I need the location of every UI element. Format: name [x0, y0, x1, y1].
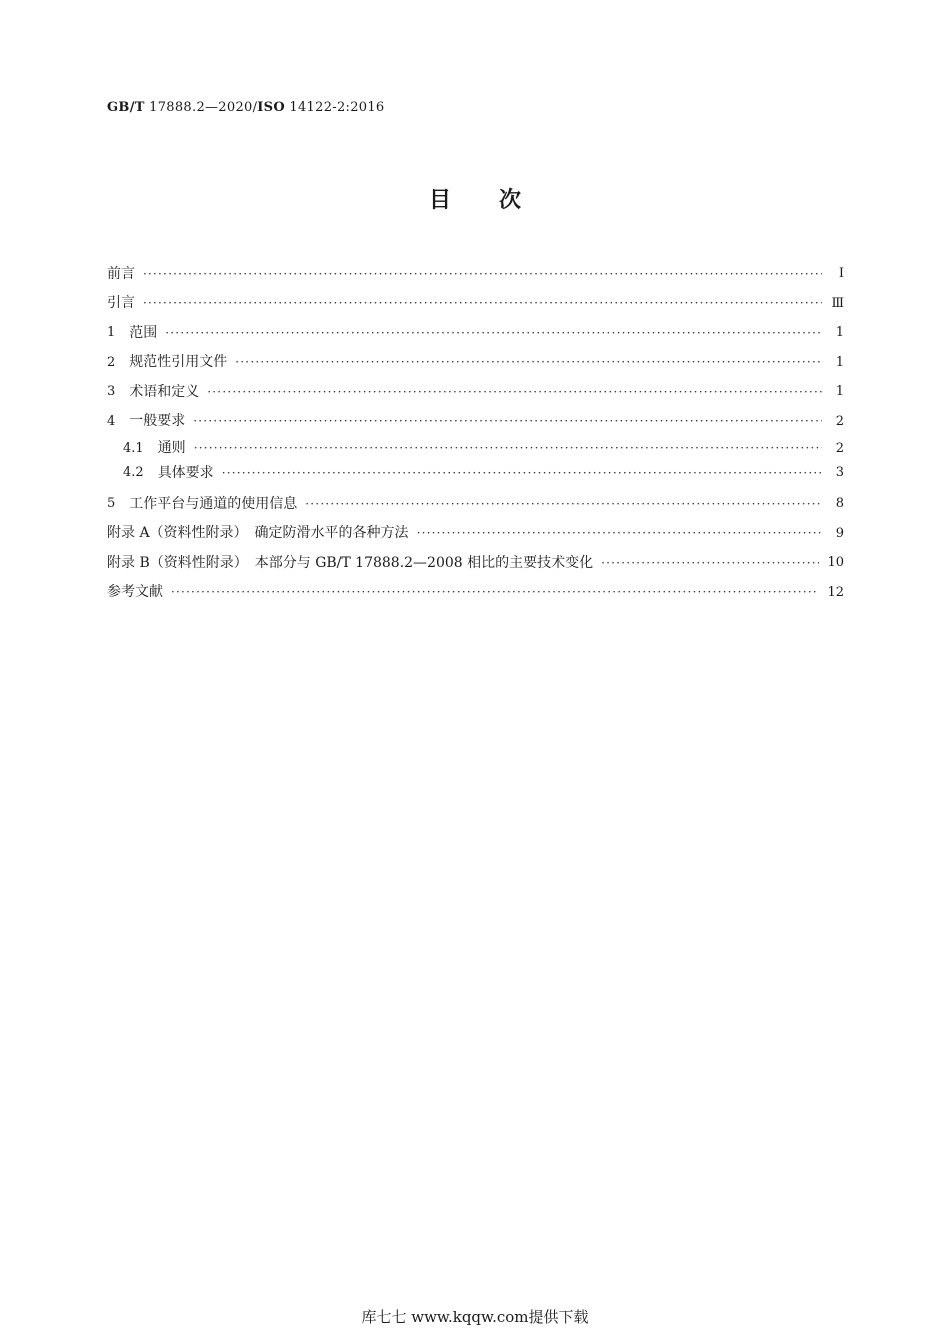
toc-entry-label: 规范性引用文件 [129, 354, 228, 371]
toc-entry-label: 范围 [129, 324, 158, 341]
toc-entry-number: 5 [107, 496, 116, 512]
toc-entry-information-for-use[interactable] [107, 489, 844, 519]
standard-code-part-1: GB/T [107, 100, 145, 115]
toc-entry-label: 工作平台与通道的使用信息 [129, 495, 298, 512]
standard-code-header [107, 100, 385, 115]
toc-entry-page: 3 [835, 465, 844, 481]
toc-entry-page: 2 [835, 413, 844, 429]
toc-entry-annex-a[interactable] [107, 519, 844, 549]
toc-entry-number: 1 [107, 325, 116, 341]
toc-entry-label: 引言 [107, 295, 135, 312]
toc-dot-leader [143, 297, 822, 309]
toc-entry-page: Ⅲ [831, 295, 844, 311]
toc-dot-leader [601, 557, 819, 569]
toc-entry-annex-b[interactable] [107, 548, 844, 578]
toc-entry-scope[interactable] [107, 318, 844, 348]
toc-entry-general[interactable] [107, 436, 844, 461]
standard-code-part-3: ISO [257, 100, 285, 115]
toc-dot-leader [171, 586, 819, 598]
toc-entry-number: 4.1 [123, 440, 144, 456]
toc-entry-label: 附录 B（资料性附录） 本部分与 GB/T 17888.2—2008 相比的主要技术变化 [107, 554, 594, 571]
toc-entry-label: 术语和定义 [129, 383, 200, 400]
toc-dot-leader [143, 268, 822, 280]
standard-code-part-4: 14122-2:2016 [284, 100, 385, 115]
toc-dot-leader [305, 498, 822, 510]
toc-entry-label: 通则 [157, 440, 186, 457]
toc-dot-leader [194, 442, 822, 454]
toc-entry-page: Ⅰ [838, 266, 844, 282]
toc-entry-page: 1 [835, 384, 844, 400]
download-source-footer: 库七七 www.kqqw.com提供下载 [361, 1308, 589, 1326]
toc-entry-label: 附录 A（资料性附录） 确定防滑水平的各种方法 [107, 525, 409, 542]
toc-entry-terms-definitions[interactable] [107, 377, 844, 407]
toc-dot-leader [165, 327, 822, 339]
toc-entry-label: 一般要求 [129, 413, 186, 430]
toc-entry-number: 3 [107, 384, 116, 400]
toc-dot-leader [417, 527, 822, 539]
table-of-contents [107, 259, 844, 607]
toc-dot-leader [193, 415, 822, 427]
toc-entry-page: 2 [835, 440, 844, 456]
toc-dot-leader [222, 467, 822, 479]
toc-entry-page: 1 [835, 354, 844, 370]
toc-entry-normative-references[interactable] [107, 348, 844, 378]
toc-entry-introduction[interactable] [107, 289, 844, 319]
toc-entry-bibliography[interactable] [107, 578, 844, 608]
toc-entry-label: 参考文献 [107, 584, 163, 601]
toc-entry-label: 具体要求 [157, 464, 214, 481]
toc-dot-leader [235, 356, 822, 368]
standard-code-part-2: 17888.2—2020/ [144, 100, 258, 115]
toc-entry-page: 10 [827, 555, 844, 571]
toc-entry-page: 8 [835, 496, 844, 512]
toc-entry-label: 前言 [107, 265, 135, 282]
toc-dot-leader [207, 386, 822, 398]
toc-entry-page: 12 [827, 584, 844, 600]
toc-title: 目次 [428, 187, 569, 213]
toc-entry-number: 4.2 [123, 465, 144, 481]
toc-entry-page: 9 [835, 525, 844, 541]
toc-entry-general-requirements[interactable] [107, 407, 844, 437]
toc-entry-specific-requirements[interactable] [107, 461, 844, 486]
toc-entry-number: 4 [107, 413, 116, 429]
toc-entry-foreword[interactable] [107, 259, 844, 289]
toc-entry-number: 2 [107, 354, 116, 370]
toc-entry-page: 1 [835, 325, 844, 341]
